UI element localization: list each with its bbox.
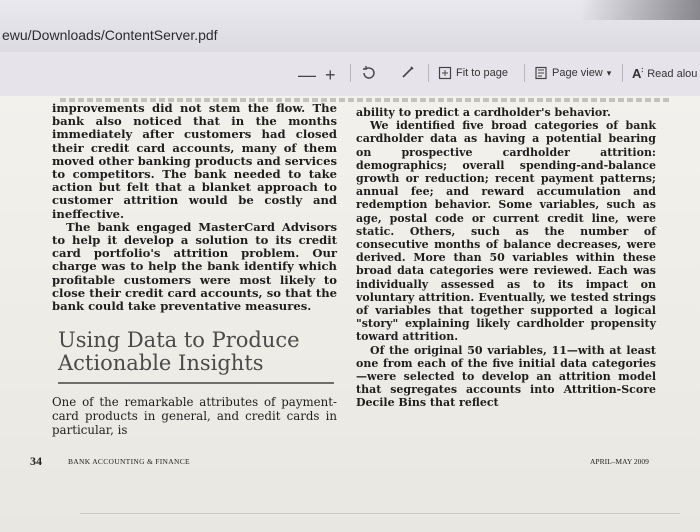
minus-icon: — (298, 65, 316, 85)
zoom-in-button[interactable] (325, 66, 336, 84)
fit-to-page-button[interactable] (438, 66, 508, 80)
rotate-icon (360, 64, 378, 82)
left-paragraph: improvements did not stem the flow. The bank also noticed that in the months immediately after customers had closed their credit card accounts, many of them moved other banking products and services to competitors. The bank needed to take action but felt that a blanket approach to customer attrition would be costly and ineffective. (52, 101, 337, 221)
read-aloud-label: Read alou (647, 67, 698, 80)
draw-button[interactable] (400, 64, 416, 80)
pdf-page (0, 96, 700, 532)
zoom-out-button[interactable] (298, 66, 316, 84)
page-view-button[interactable] (534, 66, 611, 80)
right-column (356, 106, 656, 410)
plus-icon: + (325, 65, 336, 85)
section-heading-line: Actionable Insights (58, 351, 264, 375)
left-column-bottom-paragraph: One of the remarkable attributes of payment-card products in general, and credit cards in particular, is (52, 395, 337, 437)
footer-date: APRIL–MAY 2009 (590, 457, 649, 466)
address-url[interactable]: ewu/Downloads/ContentServer.pdf (2, 27, 218, 43)
left-paragraph: The bank engaged MasterCard Advisors to help it develop a solution to its credit card portfolio's attrition problem. Our charge was to help the bank identify which profitable customers were most likely to close their credit card accounts, so that the bank could take preventative measures. (52, 219, 337, 314)
page-view-label: Page view (552, 67, 603, 79)
pdf-toolbar (0, 52, 700, 96)
address-bar-shadow (580, 0, 700, 20)
right-paragraph: ability to predict a cardholder's behavior. (356, 106, 611, 119)
fit-page-icon (438, 66, 452, 80)
read-aloud-icon: A∶ (632, 66, 644, 81)
toolbar-divider (524, 64, 525, 82)
right-paragraph: Of the original 50 variables, 11—with at least one from each of the five initial data categories—were selected to develop an attrition model that segregates accounts into Attrition-Score Decile Bins that reflect (356, 343, 656, 410)
footer-page-number: 34 (30, 454, 42, 468)
left-column (52, 102, 337, 313)
rotate-button[interactable] (360, 64, 378, 82)
section-heading-line: Using Data to Produce (58, 328, 300, 352)
page-bottom-rule (80, 513, 680, 514)
toolbar-divider (622, 64, 623, 82)
page-view-icon (534, 66, 548, 80)
section-heading (58, 329, 334, 375)
fit-to-page-label: Fit to page (456, 67, 508, 79)
read-aloud-button[interactable] (632, 66, 697, 81)
toolbar-divider (428, 64, 429, 82)
footer-publication: BANK ACCOUNTING & FINANCE (68, 457, 190, 466)
chevron-down-icon: ▾ (606, 67, 612, 78)
pen-icon (400, 64, 416, 80)
right-paragraph: We identified five broad categories of bank cardholder data as having a potential bearing on prospective cardholder attrition: demographics; overall spending-and-balance growth or reduction; recent payment patterns; annual fee; and reward accumulation and redemption behavior. Some variables, such as age, postal code or current credit line, were static. Others, such as the number of consecutive months of balance decreases, were derived. More than 50 variables within these broad data categories were reviewed. Each was individually assessed as to its impact on voluntary attrition. Eventually, we tested strings of variables that together supported a logical "story" explaining likely cardholder propensity toward attrition. (356, 119, 656, 344)
toolbar-divider (350, 64, 351, 82)
address-bar (0, 0, 700, 52)
heading-rule (58, 382, 334, 384)
